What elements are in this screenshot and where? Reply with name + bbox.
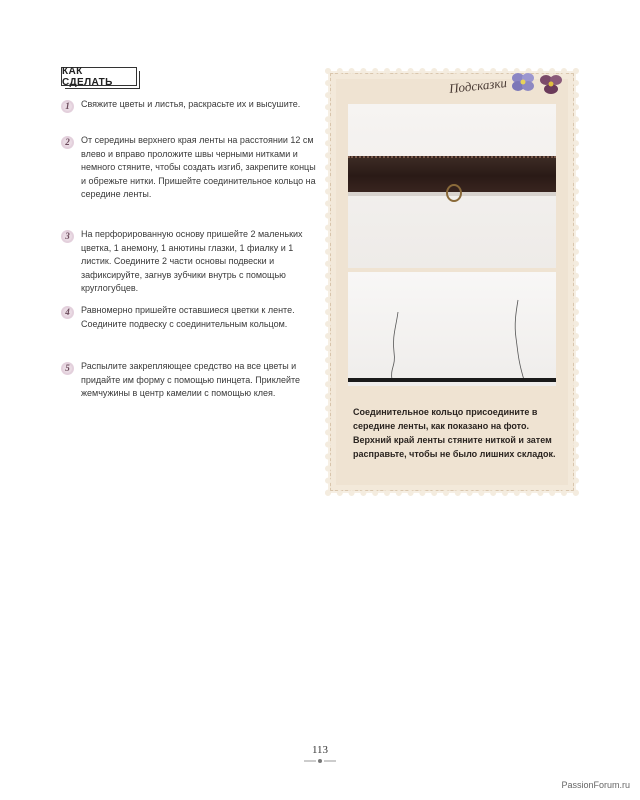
tips-title: Подсказки [448, 75, 508, 96]
step-text: Свяжите цветы и листья, раскрасьте их и высушите. [81, 99, 301, 109]
step-number-badge [60, 361, 75, 376]
step-text: Распылите закрепляющее средство на все цветы и придайте им форму с помощью пинцета. Приклейте жемчужины в центр камелии с помощью клея. [81, 361, 301, 398]
step-number-badge [60, 99, 75, 114]
pansy-flowers-icon [509, 68, 569, 96]
tips-card [330, 73, 574, 491]
section-label [61, 67, 137, 86]
step-text: Равномерно пришейте оставшиеся цветки к ленте. Соедините подвеску с соединительным кольцом. [81, 305, 295, 329]
step-number: 1 [65, 101, 70, 111]
step-number: 3 [65, 231, 70, 241]
step-item [56, 228, 316, 304]
section-label-text: КАК СДЕЛАТЬ [62, 65, 113, 88]
step-number-badge [60, 305, 75, 320]
step-item [56, 98, 316, 134]
ribbon-ring-photo [348, 104, 556, 268]
step-item [56, 134, 316, 228]
tips-paragraph: Соединительное кольцо присоедините в середине ленты, как показано на фото. Верхний край ленты стяните ниткой и затем расправьте, чтобы не было лишних складок. [353, 407, 556, 459]
page-number: 113 [311, 744, 329, 756]
step-item [56, 360, 316, 401]
watermark: PassionForum.ru [561, 780, 630, 790]
connecting-ring-image [446, 184, 462, 202]
ribbon-thread-photo [348, 272, 556, 386]
step-item [56, 304, 316, 360]
step-number-badge [60, 229, 75, 244]
step-number-badge [60, 135, 75, 150]
tips-text [353, 405, 557, 461]
step-number: 2 [65, 137, 70, 147]
ribbon-thread-illustration [348, 272, 556, 386]
step-text: От середины верхнего края ленты на расстоянии 12 см влево и вправо проложите швы черными нитками и немного стяните, чтобы создать изгиб, закрепите концы и обрежьте нитки. Пришейте соединительное кольцо на середине ленты. [81, 135, 316, 199]
steps-list [56, 98, 316, 401]
step-number: 4 [65, 307, 70, 317]
step-text: На перфорированную основу пришейте 2 маленьких цветка, 1 анемону, 1 анютины глазки, 1 фиалку и 1 листик. Соедините 2 части основы подвески и зафиксируйте, загнув зубчики внутрь с помощью круглогубцев. [81, 229, 303, 293]
step-number: 5 [65, 363, 70, 373]
page-ornament-icon [304, 758, 336, 764]
